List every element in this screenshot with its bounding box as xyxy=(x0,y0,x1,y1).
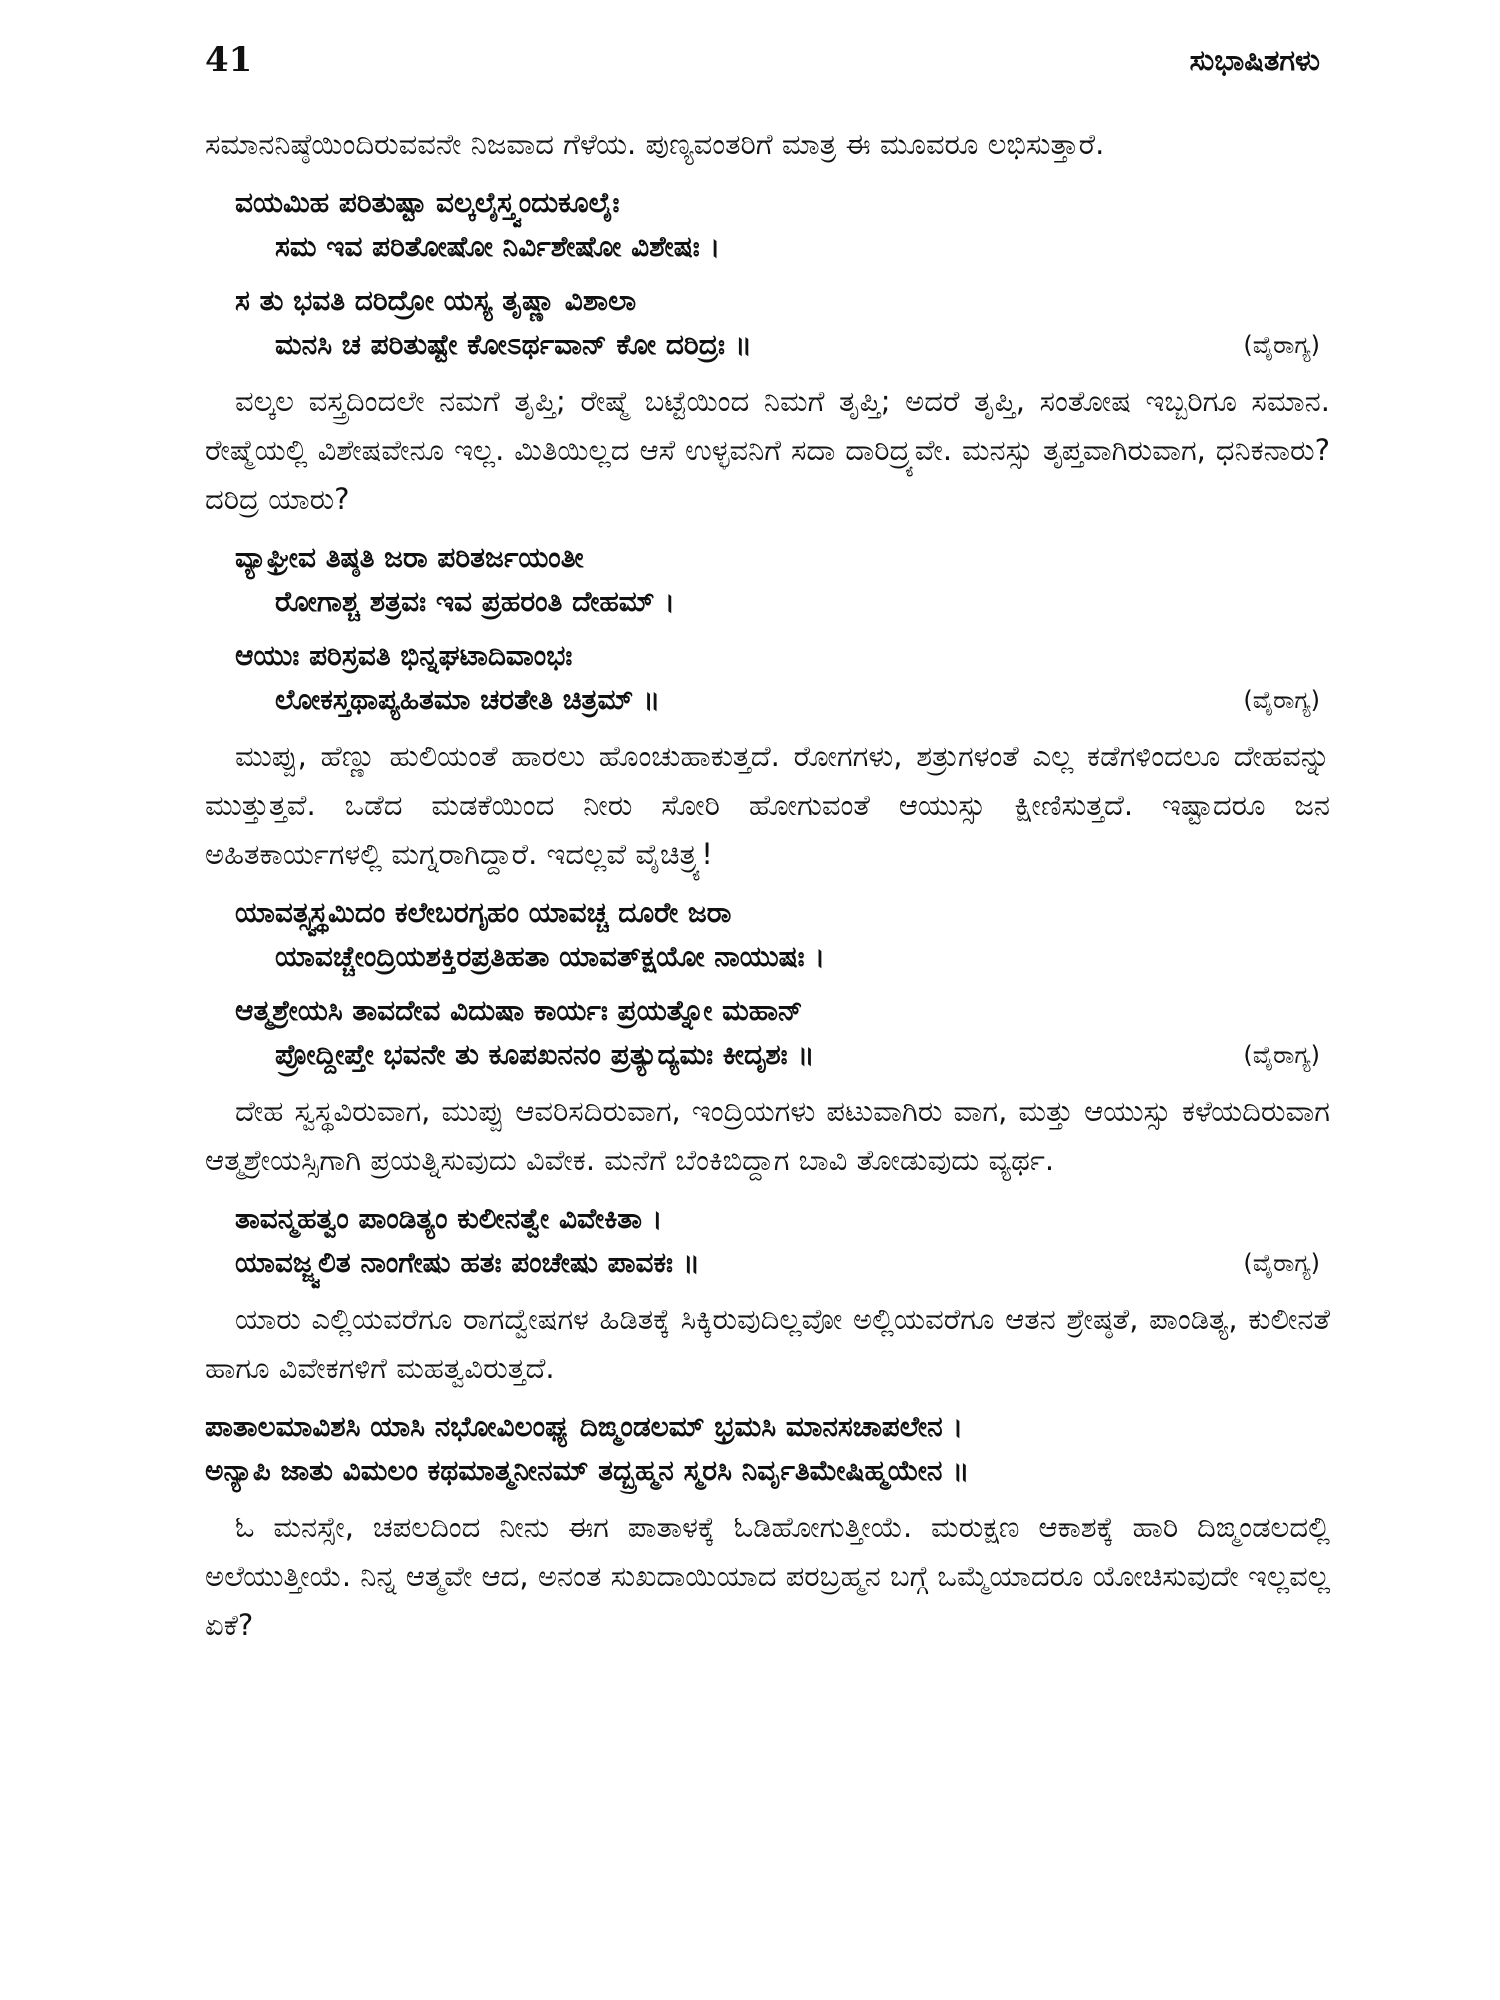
verse-line: ಆತ್ಮಶ್ರೇಯಸಿ ತಾವದೇವ ವಿದುಷಾ ಕಾರ್ಯಃ ಪ್ರಯತ್ನೋ ಮಹಾನ್ xyxy=(235,994,803,1027)
prose-paragraph: ಯಾರು ಎಲ್ಲಿಯವರೆಗೂ ರಾಗದ್ವೇಷಗಳ ಹಿಡಿತಕ್ಕೆ ಸಿಕ್ಕಿರುವುದಿಲ್ಲವೋ ಅಲ್ಲಿಯವರೆಗೂ ಆತನ ಶ್ರೇಷ್ಠತೆ, ಪಾಂಡಿತ್ಯ, ಕುಲೀನತೆ ಹಾಗೂ ವಿವೇಕಗಳಿಗೆ ಮಹತ್ವವಿರುತ್ತದೆ. xyxy=(205,1302,1330,1385)
verse-line: ಯಾವಚ್ಚೇಂದ್ರಿಯಶಕ್ತಿರಪ್ರತಿಹತಾ ಯಾವತ್ಕ್ಷಯೋ ನಾಯುಷಃ । xyxy=(275,940,826,973)
verse-line: ಮನಸಿ ಚ ಪರಿತುಷ್ಟೇ ಕೋಽರ್ಥವಾನ್ ಕೋ ದರಿದ್ರಃ ॥ (ವೈರಾಗ್ಯ) xyxy=(205,323,1330,367)
verse-source: (ವೈರಾಗ್ಯ) xyxy=(1243,686,1320,714)
verse-line: ಲೋಕಸ್ತಥಾಪ್ಯಹಿತಮಾ ಚರತೇತಿ ಚಿತ್ರಮ್ ॥ (ವೈರಾಗ್ಯ) xyxy=(205,678,1330,722)
verse-line: ವಯಮಿಹ ಪರಿತುಷ್ಟಾ ವಲ್ಕಲೈಸ್ತ್ವಂದುಕೂಲೈಃ xyxy=(235,186,620,219)
prose-paragraph: ಸಮಾನನಿಷ್ಠೆಯಿಂದಿರುವವನೇ ನಿಜವಾದ ಗೆಳೆಯ. ಪುಣ್ಯವಂತರಿಗೆ ಮಾತ್ರ ಈ ಮೂವರೂ ಲಭಿಸುತ್ತಾರೆ. xyxy=(205,127,1105,161)
prose-paragraph: ದೇಹ ಸ್ವಸ್ಥವಿರುವಾಗ, ಮುಪ್ಪು ಆವರಿಸದಿರುವಾಗ, ಇಂದ್ರಿಯಗಳು ಪಟುವಾಗಿರು ವಾಗ, ಮತ್ತು ಆಯುಸ್ಸು ಕಳೆಯದಿರುವಾಗ ಆತ್ಮಶ್ರೇಯಸ್ಸಿಗಾಗಿ ಪ್ರಯತ್ನಿಸುವುದು ವಿವೇಕ. ಮನೆಗೆ ಬೆಂಕಿಬಿದ್ದಾಗ ಬಾವಿ ತೋಡುವುದು ವ್ಯರ್ಥ. xyxy=(205,1094,1330,1177)
prose-paragraph: ಓ ಮನಸ್ಸೇ, ಚಪಲದಿಂದ ನೀನು ಈಗ ಪಾತಾಳಕ್ಕೆ ಓಡಿಹೋಗುತ್ತೀಯೆ. ಮರುಕ್ಷಣ ಆಕಾಶಕ್ಕೆ ಹಾರಿ ದಿಙ್ಮಂಡಲದಲ್ಲಿ ಅಲೆಯುತ್ತೀಯೆ. ನಿನ್ನ ಆತ್ಮವೇ ಆದ, ಅನಂತ ಸುಖದಾಯಿಯಾದ ಪರಬ್ರಹ್ಮನ ಬಗ್ಗೆ ಒಮ್ಮೆಯಾದರೂ ಯೋಚಿಸುವುದೇ ಇಲ್ಲವಲ್ಲ ಏಕೆ? xyxy=(205,1510,1330,1642)
verse-stanza xyxy=(205,1197,1330,1285)
verse-stanza xyxy=(205,279,1330,367)
prose-paragraph: ವಲ್ಕಲ ವಸ್ತ್ರದಿಂದಲೇ ನಮಗೆ ತೃಪ್ತಿ; ರೇಷ್ಮೆ ಬಟ್ಟೆಯಿಂದ ನಿಮಗೆ ತೃಪ್ತಿ; ಅದರೆ ತೃಪ್ತಿ, ಸಂತೋಷ ಇಬ್ಬರಿಗೂ ಸಮಾನ. ರೇಷ್ಮೆಯಲ್ಲಿ ವಿಶೇಷವೇನೂ ಇಲ್ಲ. ಮಿತಿಯಿಲ್ಲದ ಆಸೆ ಉಳ್ಳವನಿಗೆ ಸದಾ ದಾರಿದ್ರ್ಯವೇ. ಮನಸ್ಸು ತೃಪ್ತವಾಗಿರುವಾಗ, ಧನಿಕನಾರು? ದರಿದ್ರ ಯಾರು? xyxy=(205,384,1330,516)
verse-line: ಯಾವಜ್ಜ್ವಲಿತ ನಾಂಗೇಷು ಹತಃ ಪಂಚೇಷು ಪಾವಕಃ ॥ (ವೈರಾಗ್ಯ) xyxy=(205,1241,1330,1285)
verse-stanza xyxy=(205,536,1330,624)
verse-source: (ವೈರಾಗ್ಯ) xyxy=(1243,1249,1320,1277)
verse-source: (ವೈರಾಗ್ಯ) xyxy=(1243,1041,1320,1069)
verse-line: ಆಯುಃ ಪರಿಸ್ರವತಿ ಭಿನ್ನಘಟಾದಿವಾಂಭಃ xyxy=(235,639,573,672)
page-body xyxy=(205,120,1330,1662)
verse-line: ತಾವನ್ಮಹತ್ವಂ ಪಾಂಡಿತ್ಯಂ ಕುಲೀನತ್ವೇ ವಿವೇಕಿತಾ । xyxy=(235,1202,663,1235)
verse-line: ಅನ್ಯಾಪಿ ಜಾತು ವಿಮಲಂ ಕಥಮಾತ್ಮನೀನಮ್ ತದ್ಬ್ರಹ್ಮನ ಸ್ಮರಸಿ ನಿರ್ವೃತಿಮೇಷಿಹ್ಮಯೇನ ॥ xyxy=(205,1454,970,1487)
verse-stanza xyxy=(205,181,1330,269)
running-title: ಸುಭಾಷಿತಗಳು xyxy=(1189,43,1320,77)
prose-paragraph: ಮುಪ್ಪು, ಹೆಣ್ಣು ಹುಲಿಯಂತೆ ಹಾರಲು ಹೊಂಚುಹಾಕುತ್ತದೆ. ರೋಗಗಳು, ಶತ್ರುಗಳಂತೆ ಎಲ್ಲ ಕಡೆಗಳಿಂದಲೂ ದೇಹವನ್ನು ಮುತ್ತುತ್ತವೆ. ಒಡೆದ ಮಡಕೆಯಿಂದ ನೀರು ಸೋರಿ ಹೋಗುವಂತೆ ಆಯುಸ್ಸು ಕ್ಷೀಣಿಸುತ್ತದೆ. ಇಷ್ಟಾದರೂ ಜನ ಅಹಿತಕಾರ್ಯಗಳಲ್ಲಿ ಮಗ್ನರಾಗಿದ್ದಾರೆ. ಇದಲ್ಲವೆ ವೈಚಿತ್ರ್ಯ! xyxy=(205,739,1330,871)
verse-line: ವ್ಯಾಘ್ರೀವ ತಿಷ್ಠತಿ ಜರಾ ಪರಿತರ್ಜಯಂತೀ xyxy=(235,541,584,574)
verse-stanza xyxy=(205,989,1330,1077)
verse-line: ಪಾತಾಲಮಾವಿಶಸಿ ಯಾಸಿ ನಭೋವಿಲಂಘ್ಯ ದಿಙ್ಮಂಡಲಮ್ ಭ್ರಮಸಿ ಮಾನಸಚಾಪಲೇನ । xyxy=(205,1410,964,1443)
verse-source: (ವೈರಾಗ್ಯ) xyxy=(1243,331,1320,359)
page-number: 41 xyxy=(205,40,253,80)
verse-stanza xyxy=(205,891,1330,979)
verse-line: ಪ್ರೋದ್ದೀಪ್ತೇ ಭವನೇ ತು ಕೂಪಖನನಂ ಪ್ರತ್ಯುದ್ಯಮಃ ಕೀದೃಶಃ ॥ (ವೈರಾಗ್ಯ) xyxy=(205,1033,1330,1077)
verse-line: ಸಮ ಇವ ಪರಿತೋಷೋ ನಿರ್ವಿಶೇಷೋ ವಿಶೇಷಃ । xyxy=(275,230,721,263)
verse-line: ಸ ತು ಭವತಿ ದರಿದ್ರೋ ಯಸ್ಯ ತೃಷ್ಣಾ ವಿಶಾಲಾ xyxy=(235,284,637,317)
verse-stanza xyxy=(205,634,1330,722)
verse-line: ರೋಗಾಶ್ಚ ಶತ್ರವಃ ಇವ ಪ್ರಹರಂತಿ ದೇಹಮ್ । xyxy=(275,585,675,618)
page-header xyxy=(205,30,1320,90)
verse-stanza xyxy=(205,1405,1330,1493)
verse-line: ಯಾವತ್ಸ್ವಸ್ಥಮಿದಂ ಕಲೇಬರಗೃಹಂ ಯಾವಚ್ಚ ದೂರೇ ಜರಾ xyxy=(235,896,732,929)
